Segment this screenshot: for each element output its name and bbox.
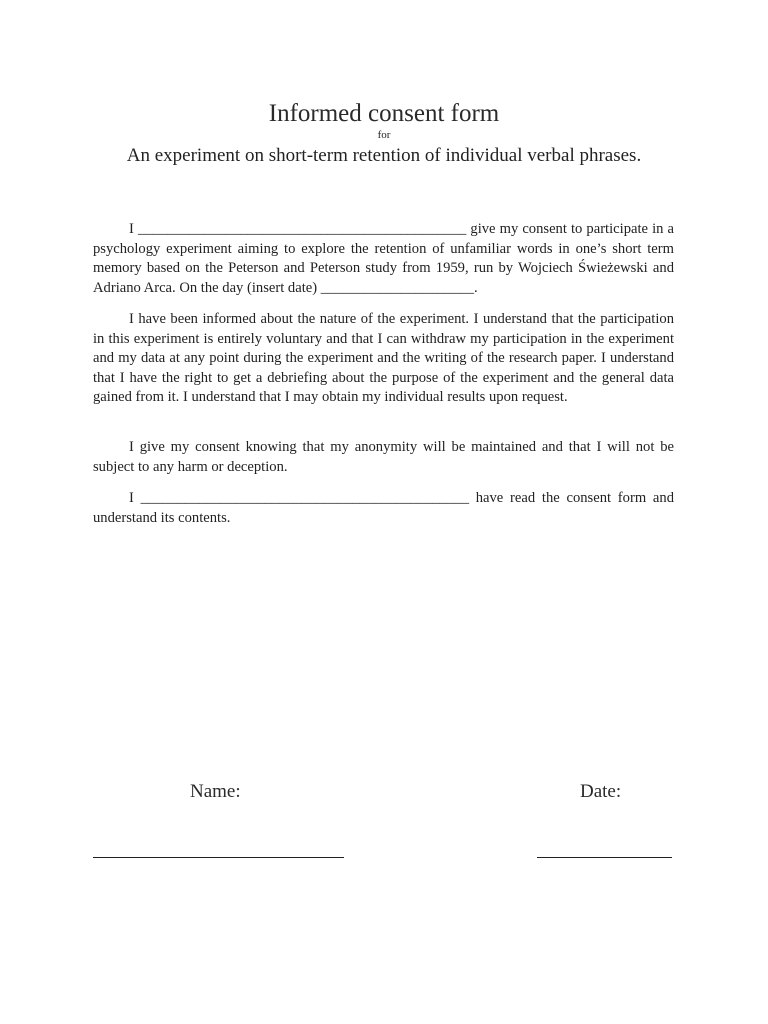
paragraph-start: I: [129, 221, 138, 237]
form-title: Informed consent form: [268, 100, 500, 127]
form-subtitle: An experiment on short-term retention of individual verbal phrases.: [126, 145, 642, 166]
date-signature-line[interactable]: [537, 857, 672, 858]
information-paragraph: I have been informed about the nature of the experiment. I understand that the participation in this experiment is entirely voluntary and that I can withdraw my participation in the experiment and my data at any point during the experiment and the writing of the research paper. I understand that I have the right to get a debriefing about the purpose of the experiment and the general data gained from it. I understand that I may obtain my individual results upon request.: [93, 311, 674, 406]
paragraph-end: have read the consent form and understand its contents.: [93, 490, 674, 526]
consent-date-blank[interactable]: _____________________: [320, 279, 474, 296]
for-label: for: [377, 129, 391, 141]
acknowledgement-name-blank[interactable]: _____________________________________________: [140, 490, 469, 506]
anonymity-paragraph: I give my consent knowing that my anonymity will be maintained and that I will not be subject to any harm or deception.: [93, 439, 674, 475]
date-label: Date:: [580, 781, 622, 802]
consent-paragraph: [93, 220, 674, 298]
paragraph-middle: give my consent to participate in a psychology experiment aiming to explore the retention of unfamiliar words in one’s short term memory based on the Peterson and Peterson study from 1959, run by Wojciech Świeżewski and Adriano Arca. On the day (insert date): [93, 221, 675, 296]
participant-name-blank[interactable]: _____________________________________________: [137, 221, 467, 237]
name-signature-line[interactable]: [93, 857, 344, 858]
acknowledgement-paragraph: [93, 489, 674, 528]
name-label: Name:: [190, 781, 241, 802]
paragraph-start: I: [129, 490, 141, 506]
paragraph-end: .: [473, 279, 478, 296]
